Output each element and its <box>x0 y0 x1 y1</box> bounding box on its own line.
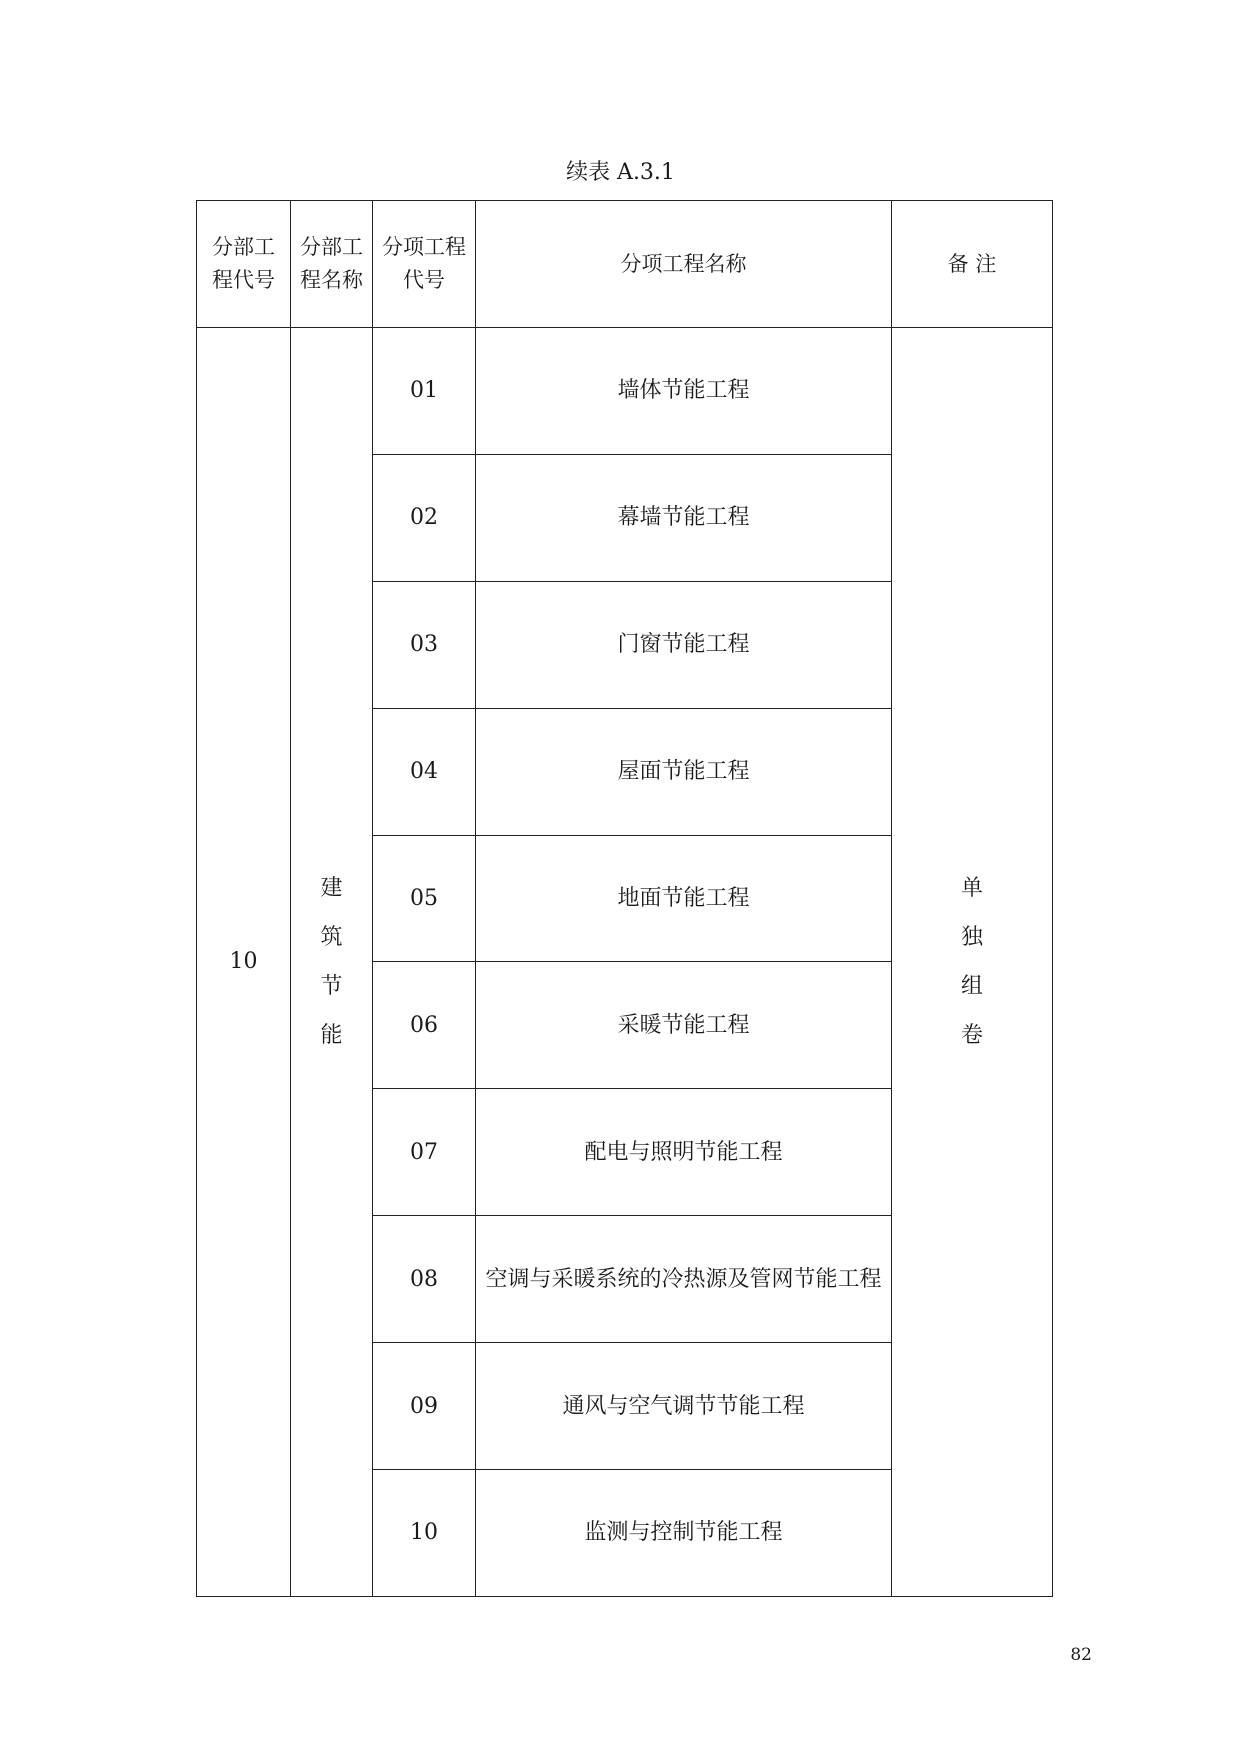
item-code-cell: 04 <box>373 708 476 835</box>
sub-item-table <box>196 200 1053 1597</box>
table-body <box>197 328 1053 1597</box>
header-item-code: 分项工程代号 <box>373 201 476 328</box>
remark-char: 独 <box>960 924 983 950</box>
remark-char: 卷 <box>960 1022 983 1048</box>
item-name-cell: 屋面节能工程 <box>476 708 892 835</box>
item-code-cell: 06 <box>373 962 476 1089</box>
sub-dept-code-cell: 10 <box>197 328 291 1597</box>
item-name-cell: 空调与采暖系统的冷热源及管网节能工程 <box>476 1216 892 1343</box>
item-name-cell: 地面节能工程 <box>476 835 892 962</box>
remark-char: 单 <box>960 875 983 901</box>
header-row <box>197 201 1053 328</box>
item-code-cell: 10 <box>373 1470 476 1597</box>
item-name-cell: 监测与控制节能工程 <box>476 1470 892 1597</box>
remark-char: 组 <box>960 973 983 999</box>
sub-dept-name-char: 建 <box>320 875 343 901</box>
sub-dept-name-char: 能 <box>320 1022 343 1048</box>
item-name-cell: 墙体节能工程 <box>476 328 892 455</box>
item-name-cell: 配电与照明节能工程 <box>476 1089 892 1216</box>
item-name-cell: 门窗节能工程 <box>476 581 892 708</box>
item-code-cell: 02 <box>373 454 476 581</box>
page-number: 82 <box>1070 1645 1092 1665</box>
sub-dept-name-char: 筑 <box>320 924 343 950</box>
item-code-cell: 08 <box>373 1216 476 1343</box>
item-code-cell: 09 <box>373 1343 476 1470</box>
remark-cell <box>892 328 1053 1597</box>
header-sub-dept-code: 分部工程代号 <box>197 201 291 328</box>
header-item-name: 分项工程名称 <box>476 201 892 328</box>
item-code-cell: 07 <box>373 1089 476 1216</box>
item-code-cell: 01 <box>373 328 476 455</box>
item-name-cell: 幕墙节能工程 <box>476 454 892 581</box>
header-remark: 备 注 <box>892 201 1053 328</box>
item-code-cell: 03 <box>373 581 476 708</box>
item-name-cell: 通风与空气调节节能工程 <box>476 1343 892 1470</box>
header-sub-dept-name: 分部工程名称 <box>291 201 373 328</box>
table-row <box>197 328 1053 455</box>
table-caption: 续表 A.3.1 <box>566 160 675 185</box>
sub-dept-name-char: 节 <box>320 973 343 999</box>
item-name-cell: 采暖节能工程 <box>476 962 892 1089</box>
item-code-cell: 05 <box>373 835 476 962</box>
sub-dept-name-cell <box>291 328 373 1597</box>
